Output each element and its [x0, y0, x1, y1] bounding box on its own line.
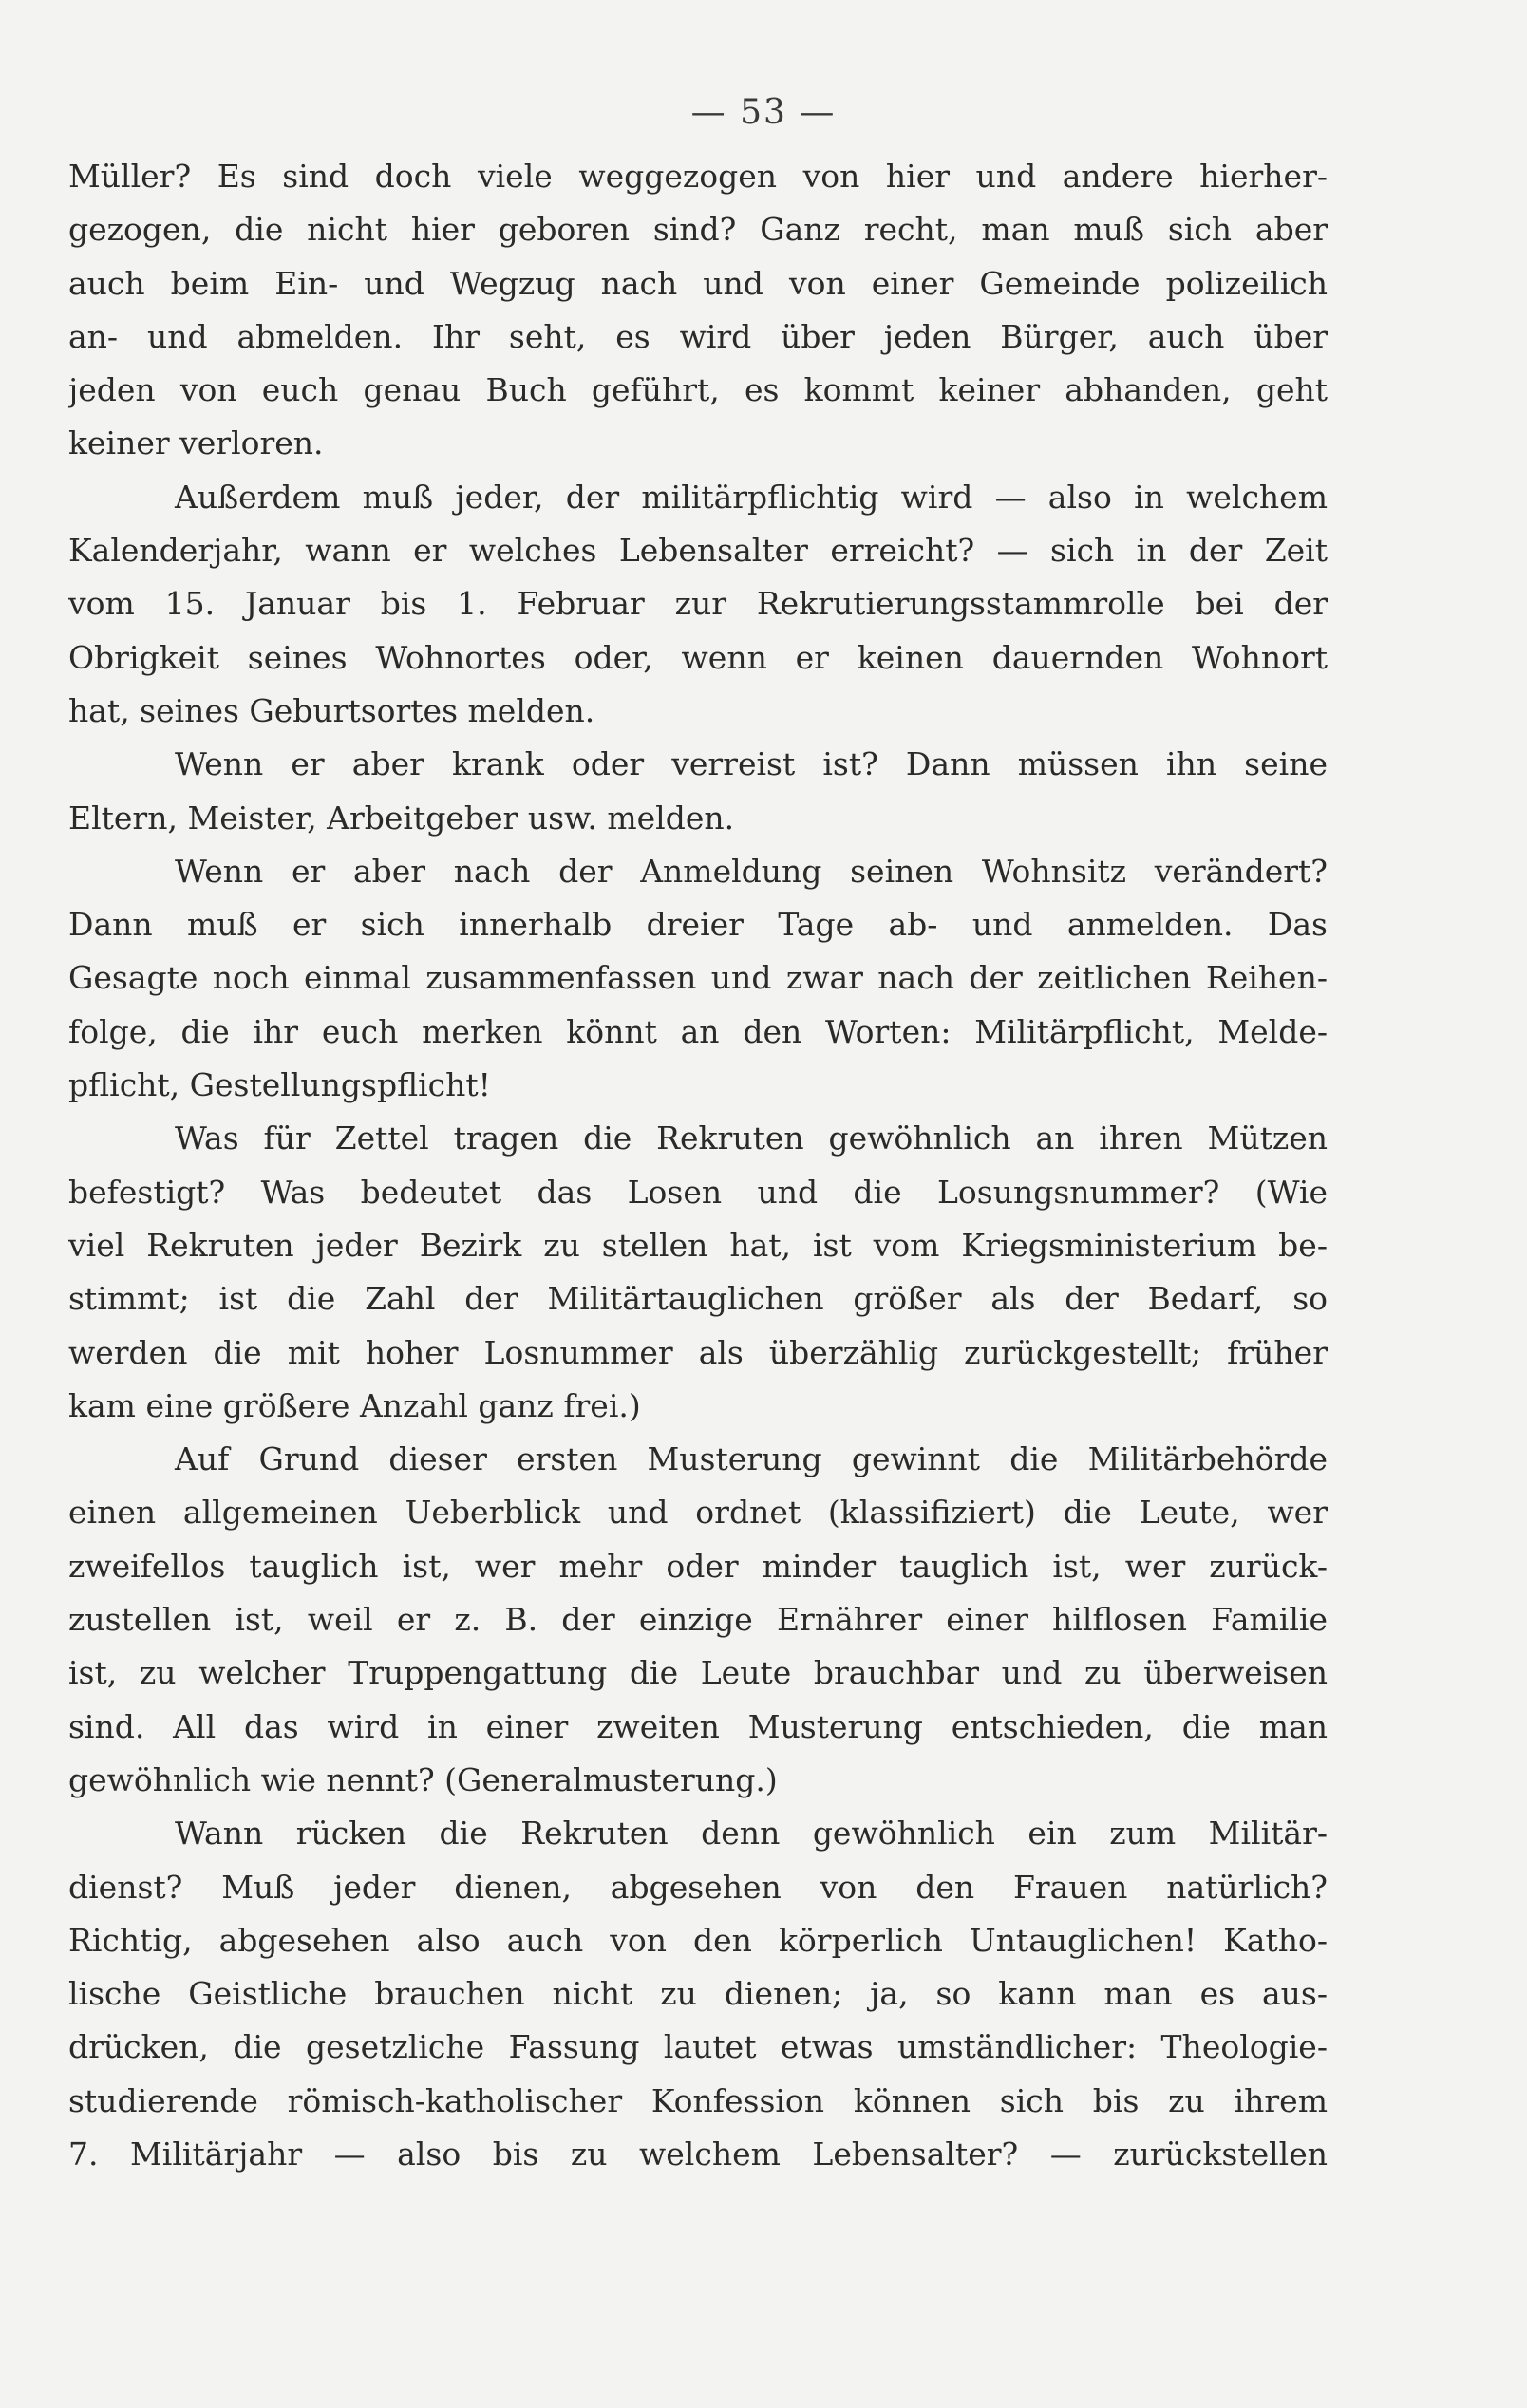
- text-line: einen allgemeinen Ueberblick und ordnet (klassifiziert) die Leute, wer: [68, 1494, 1328, 1532]
- text-line: folge, die ihr euch merken könnt an den Worten: Militärpflicht, Melde-: [68, 1012, 1328, 1050]
- text-line: hat, seines Geburtsortes melden.: [68, 691, 595, 729]
- text-line: keiner verloren.: [68, 424, 324, 462]
- text-line: auch beim Ein- und Wegzug nach und von einer Gemeinde polizeilich: [68, 264, 1328, 302]
- text-line: 7. Militärjahr — also bis zu welchem Lebensalter? — zurückstellen: [68, 2135, 1328, 2173]
- text-line: Eltern, Meister, Arbeitgeber usw. melden.: [68, 799, 735, 837]
- text-line: Dann muß er sich innerhalb dreier Tage ab- und anmelden. Das: [68, 906, 1328, 944]
- text-line: Gesagte noch einmal zusammenfassen und zwar nach der zeitlichen Reihen-: [68, 959, 1328, 997]
- text-line: an- und abmelden. Ihr seht, es wird über jeden Bürger, auch über: [68, 317, 1328, 355]
- text-line: Was für Zettel tragen die Rekruten gewöhnlich an ihren Mützen: [175, 1119, 1328, 1157]
- text-line: stimmt; ist die Zahl der Militärtauglichen größer als der Bedarf, so: [68, 1280, 1328, 1318]
- text-line: Außerdem muß jeder, der militärpflichtig wird — also in welchem: [175, 478, 1328, 516]
- text-line: werden die mit hoher Losnummer als überzählig zurückgestellt; früher: [68, 1333, 1328, 1371]
- text-line: vom 15. Januar bis 1. Februar zur Rekrutierungsstammrolle bei der: [68, 585, 1328, 623]
- text-line: gewöhnlich wie nennt? (Generalmusterung.): [68, 1760, 778, 1798]
- text-line: Auf Grund dieser ersten Musterung gewinnt die Militärbehörde: [175, 1440, 1328, 1478]
- text-line: sind. All das wird in einer zweiten Musterung entschieden, die man: [68, 1707, 1328, 1745]
- text-line: jeden von euch genau Buch geführt, es kommt keiner abhanden, geht: [68, 371, 1328, 409]
- text-line: Obrigkeit seines Wohnortes oder, wenn er keinen dauernden Wohnort: [68, 638, 1328, 676]
- page-number: — 53 —: [690, 93, 837, 132]
- text-line: ist, zu welcher Truppengattung die Leute brauchbar und zu überweisen: [68, 1654, 1328, 1692]
- text-line: gezogen, die nicht hier geboren sind? Ganz recht, man muß sich aber: [68, 211, 1328, 249]
- text-line: lische Geistliche brauchen nicht zu dienen; ja, so kann man es aus-: [68, 1975, 1328, 2013]
- body-text: [68, 150, 1328, 2181]
- text-line: zustellen ist, weil er z. B. der einzige Ernährer einer hilflosen Familie: [68, 1601, 1328, 1639]
- text-line: Richtig, abgesehen also auch von den körperlich Untauglichen! Katho-: [68, 1921, 1328, 1959]
- text-line: Wenn er aber nach der Anmeldung seinen Wohnsitz verändert?: [175, 852, 1328, 890]
- text-line: pflicht, Gestellungspflicht!: [68, 1066, 491, 1104]
- text-line: Müller? Es sind doch viele weggezogen von hier und andere hierher-: [68, 158, 1328, 195]
- text-line: befestigt? Was bedeutet das Losen und die Losungsnummer? (Wie: [68, 1173, 1328, 1211]
- text-line: dienst? Muß jeder dienen, abgesehen von den Frauen natürlich?: [68, 1868, 1328, 1906]
- text-line: viel Rekruten jeder Bezirk zu stellen hat, ist vom Kriegsministerium be-: [68, 1226, 1328, 1264]
- text-line: Wann rücken die Rekruten denn gewöhnlich ein zum Militär-: [175, 1815, 1328, 1853]
- text-line: Kalenderjahr, wann er welches Lebensalter erreicht? — sich in der Zeit: [68, 532, 1328, 570]
- text-line: kam eine größere Anzahl ganz frei.): [68, 1386, 641, 1424]
- text-line: drücken, die gesetzliche Fassung lautet etwas umständlicher: Theologie-: [68, 2028, 1328, 2066]
- text-line: studierende römisch-katholischer Konfession können sich bis zu ihrem: [68, 2081, 1328, 2119]
- text-line: Wenn er aber krank oder verreist ist? Dann müssen ihn seine: [175, 745, 1328, 783]
- text-line: zweifellos tauglich ist, wer mehr oder minder tauglich ist, wer zurück-: [68, 1547, 1328, 1585]
